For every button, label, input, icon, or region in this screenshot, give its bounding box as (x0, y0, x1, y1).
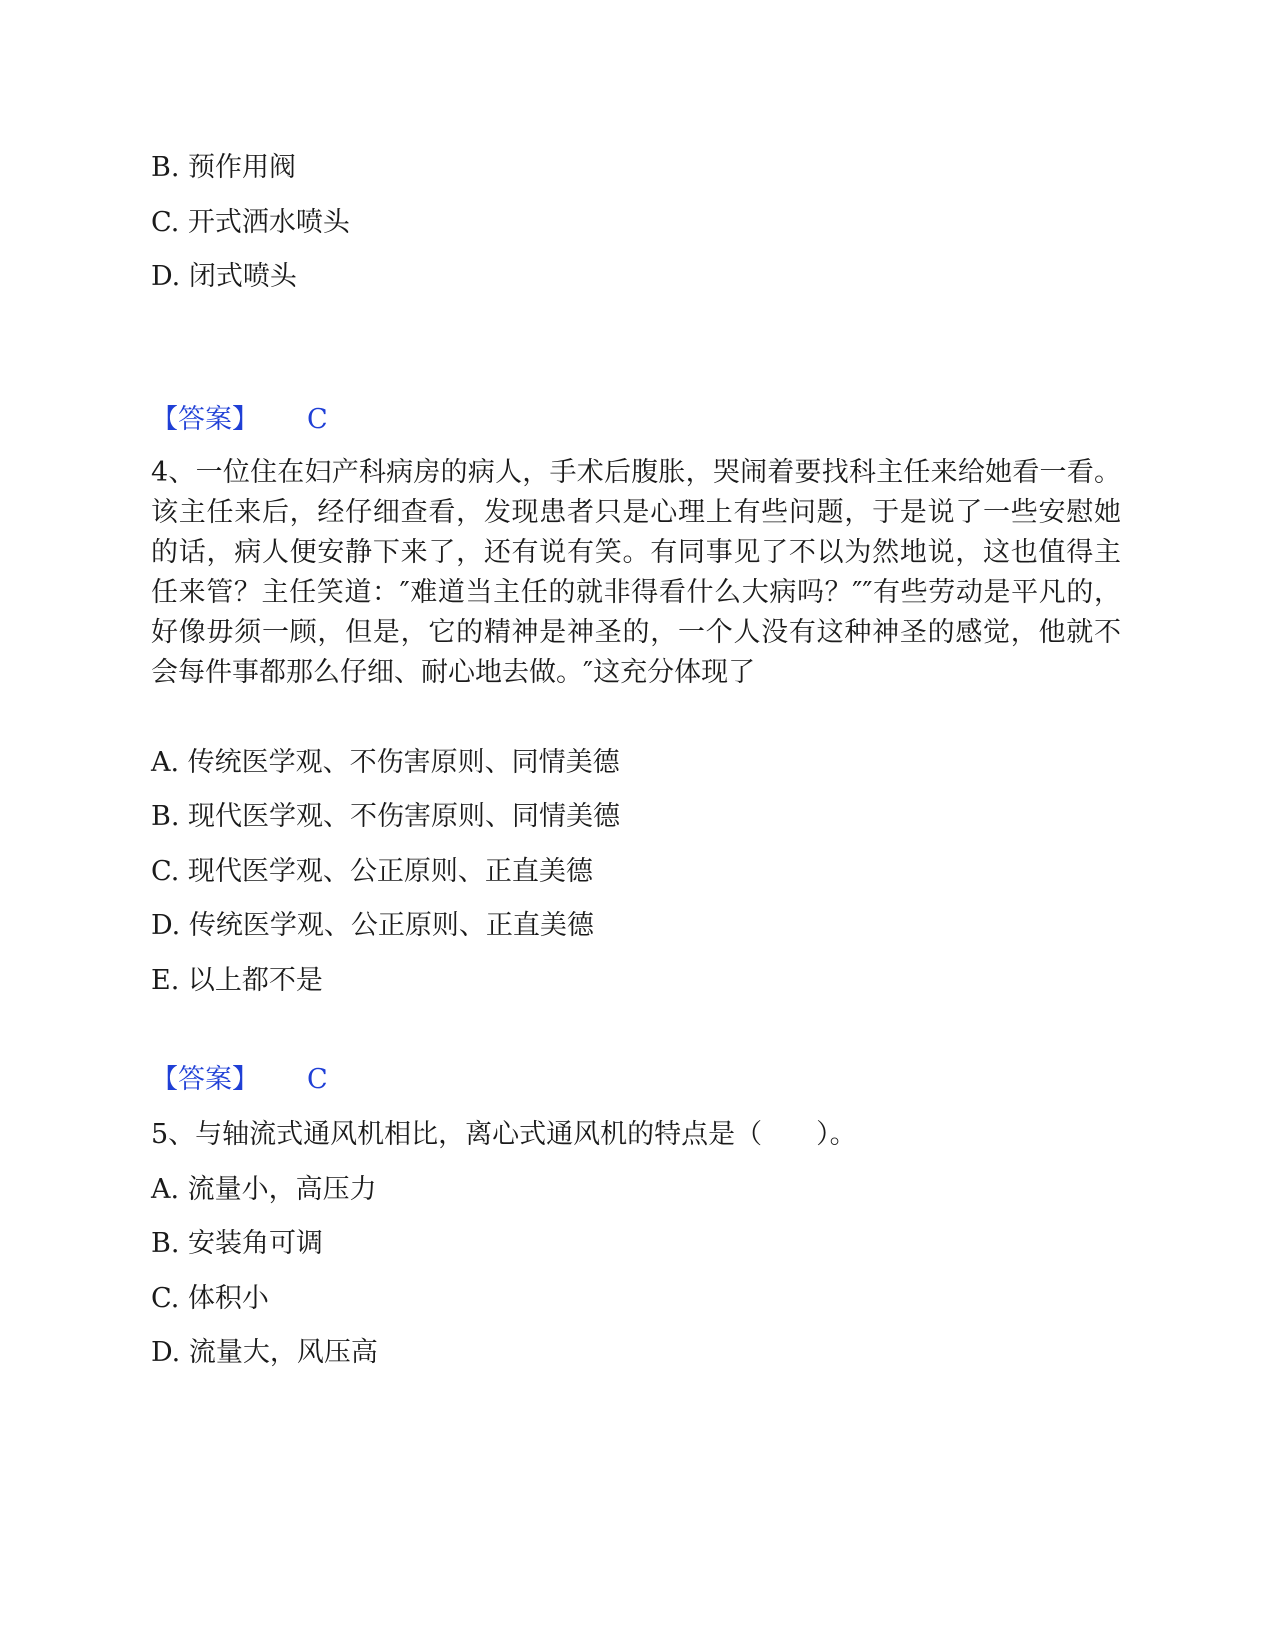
q4-option-e: E. 以上都不是 (151, 965, 323, 996)
q4-option-c: C. 现代医学观、公正原则、正直美德 (151, 856, 593, 887)
q5-stem: 5、与轴流式通风机相比，离心式通风机的特点是（ ）。 (151, 1119, 857, 1150)
q4-option-b: B. 现代医学观、不伤害原则、同情美德 (151, 801, 621, 832)
answer-value: C (307, 404, 328, 435)
q5-option-b: B. 安装角可调 (151, 1228, 324, 1259)
q3-answer (151, 400, 328, 440)
q5-option-a: A. 流量小，高压力 (151, 1174, 377, 1205)
q5-option-c: C. 体积小 (151, 1283, 269, 1314)
q3-option-d: D. 闭式喷头 (151, 261, 297, 292)
answer-value: C (307, 1064, 328, 1095)
answer-label: 【答案】 (151, 1064, 259, 1095)
q4-option-a: A. 传统医学观、不伤害原则、同情美德 (151, 747, 620, 778)
q3-option-c: C. 开式洒水喷头 (151, 207, 350, 238)
q4-stem: 4、一位住在妇产科病房的病人，手术后腹胀，哭闹着要找科主任来给她看一看。该主任来后，经仔细查看，发现患者只是心理上有些问题，于是说了一些安慰她的话，病人便安静下来了，还有说有笑。有同事见了不以为然地说，这也值得主任来管？主任笑道：″难道当主任的就非得看什么大病吗？″″有些劳动是平凡的，好像毋须一顾，但是，它的精神是神圣的，一个人没有这种神圣的感觉，他就不会每件事都那么仔细、耐心地去做。″这充分体现了 (151, 457, 1121, 688)
answer-label: 【答案】 (151, 404, 259, 435)
q4-answer (151, 1060, 328, 1100)
q5-option-d: D. 流量大，风压高 (151, 1337, 378, 1368)
q3-option-b: B. 预作用阀 (151, 152, 297, 183)
q4-option-d: D. 传统医学观、公正原则、正直美德 (151, 910, 594, 941)
